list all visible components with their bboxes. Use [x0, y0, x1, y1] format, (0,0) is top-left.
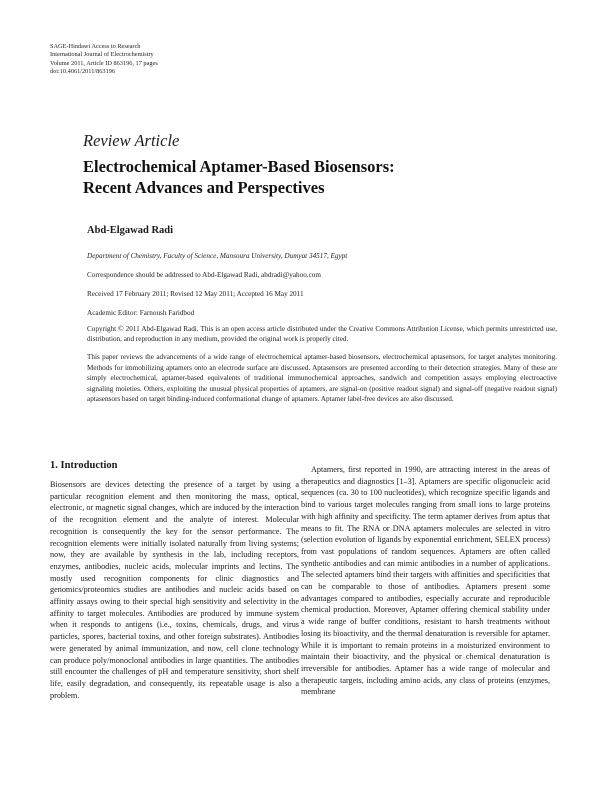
left-column: [50, 479, 299, 701]
intro-paragraph-right: Aptamers, first reported in 1990, are attracting interest in the areas of therapeutics and diagnostics [1–3]. Aptamers are specific oligonucleic acid sequences (ca. 30 to 100 nucleotides), which recognize specific ligands and bind to various target molecules ranging from small ions to large proteins with high affinity and specificity. The term aptamer derives from aptus that means to fit. The RNA or DNA aptamers molecules are selected in vitro (selection evolution of ligands by exponential enrichment, SELEX process) from vast populations of random sequences. Aptamers are often called synthetic antibodies and can mimic antibodies in a number of applications. The selected aptamers bind their targets with affinities and specificities that can be comparable to those of antibodies. Aptamers present some advantages compared to antibodies, especially accurate and reproducible chemical production. Moreover, Aptamer offering chemical stability under a wide range of buffer conditions, resistant to harsh treatments without losing its bioactivity, and the thermal denaturation is reversible for aptamer. While it is important to remain proteins in a moisturized environment to maintain their bioactivity, and the physical or chemical denaturation is irreversible for antibodies. Aptamer has a wide range of molecular and therapeutic targets, including amino acids, any class of proteins (enzymes, membrane: [301, 465, 550, 697]
publisher-line: SAGE-Hindawi Access to Research: [50, 43, 141, 50]
article-type: Review Article: [83, 131, 180, 150]
copyright-notice: Copyright © 2011 Abd-Elgawad Radi. This is an open access article distributed under the Creative Commons Attribution License, which permits unrestricted use, distribution, and reproduction in any medium, provided the original work is properly cited.: [87, 325, 557, 343]
journal-name: International Journal of Electrochemistry: [50, 51, 154, 59]
volume-line: Volume 2011, Article ID 863196, 17 pages: [50, 59, 158, 67]
section-heading-introduction: 1. Introduction: [50, 460, 118, 471]
intro-paragraph-left: Biosensors are devices detecting the presence of a target by using a particular recognition element and then monitoring the mass, optical, electronic, or magnetic signal changes, which are induced by the interaction of the recognition element and the analyte of interest. Molecular recognition is consequently the key for the sensor performance. The recognition elements were initially isolated naturally from living systems; now, they are available by synthesis in the lab, including receptors, enzymes, antibodies, nucleic acids, molecular imprints and lectins. The mostly used recognition components for clinic diagnostics and genomics/proteomics studies are antibodies and nucleic acids based on affinity assays owing to their special high sensitivity and selectivity in the affinity to target molecules. Antibodies are produced by immune system when it responds to antigens (i.e., toxins, chemicals, drugs, and virus particles, spores, bacterial toxins, and other foreign substrates). Antibodies were generated by animal immunization, and now, cell clone technology can produce poly/monoclonal antibodies in large quantities. The antibodies still encounter the challenges of pH and temperature sensitivity, short shelf life, easily degradation, and consequently, its repeatable usage is also a problem.: [50, 480, 299, 700]
affiliation: Department of Chemistry, Faculty of Science, Mansoura University, Dumyat 34517, Egypt: [87, 252, 348, 260]
dates: Received 17 February 2011; Revised 12 May 2011; Accepted 16 May 2011: [87, 290, 304, 298]
title-line-2: Recent Advances and Perspectives: [83, 178, 325, 197]
title-line-1: Electrochemical Aptamer-Based Biosensors:: [83, 157, 395, 176]
doi-line: doi:10.4061/2011/863196: [50, 67, 116, 75]
abstract: This paper reviews the advancements of a wide range of electrochemical aptamer-based biosensors, electrochemical aptasensors, for target analytes monitoring. Methods for immobilizing aptamers onto an electrode surface are discussed. Aptasensors are presented according to their detection strategies. Many of these are simply electrochemical, aptamer-based equivalents of traditional immunochemical approaches, sandwich and competition assays employing electroactive signaling moieties. Others, exploiting the unusual physical properties of aptamers, are signal-on (positive readout signal) and signal-off (negative readout signal) aptasensors based on target binding-induced conformational change of aptamers. Aptamer label-free devices are also discussed.: [87, 353, 557, 403]
journal-header: [50, 43, 350, 76]
correspondence: Correspondence should be addressed to Abd-Elgawad Radi, abdradi@yahoo.com: [87, 271, 321, 279]
right-column: [301, 464, 550, 698]
article-title: [83, 156, 563, 198]
academic-editor: Academic Editor: Farnoush Faridbod: [87, 309, 195, 317]
author-name: Abd-Elgawad Radi: [87, 225, 174, 236]
